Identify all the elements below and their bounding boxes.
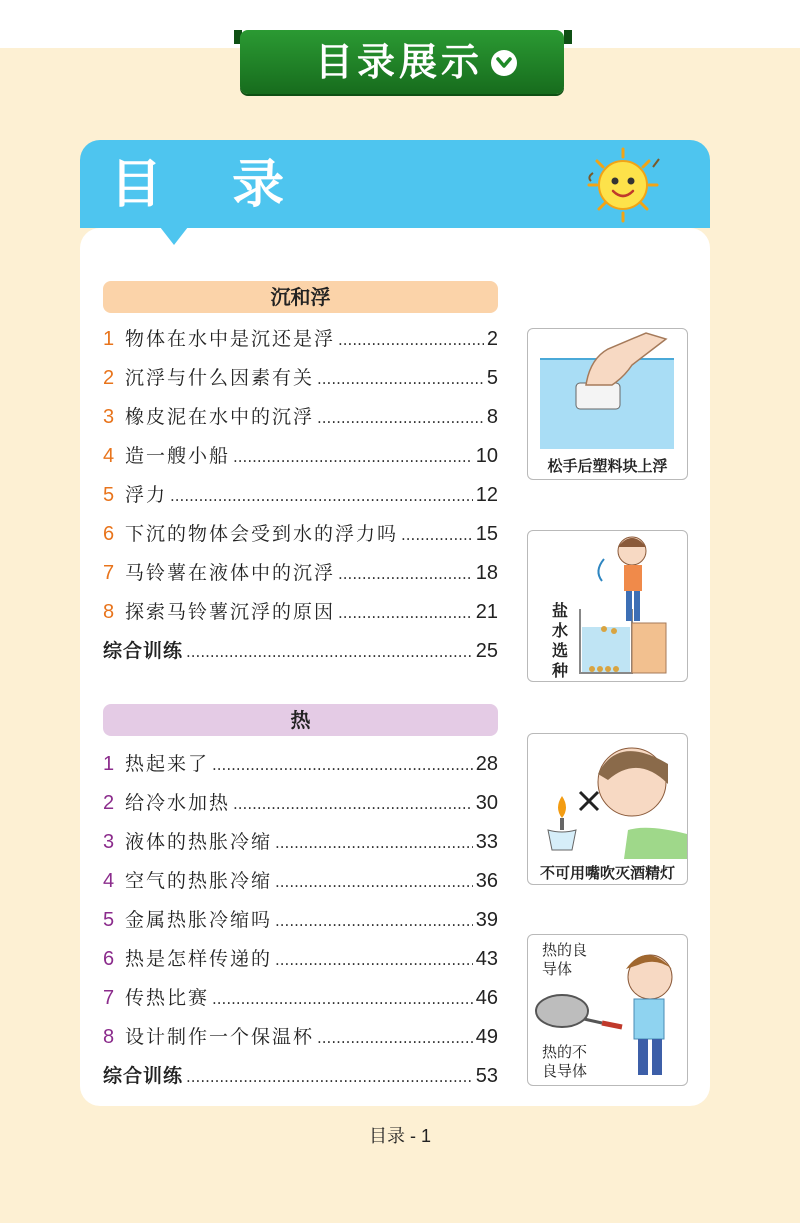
toc-number: 8	[103, 601, 117, 623]
toc-row[interactable]	[103, 402, 498, 432]
toc-title: 液体的热胀冷缩	[125, 831, 273, 853]
toc-leader-dots	[338, 565, 473, 583]
toc-page-number: 18	[475, 562, 498, 584]
toc-leader-dots	[170, 487, 473, 505]
toc-row[interactable]	[103, 1022, 498, 1052]
toc-leader-dots	[338, 604, 473, 622]
float-caption: 松手后塑料块上浮	[547, 457, 668, 475]
poor-conductor-label	[542, 1043, 587, 1081]
salt-water-label	[548, 601, 572, 681]
toc-page-number: 12	[475, 484, 498, 506]
salt-label-2: 水	[551, 621, 568, 640]
toc-title: 设计制作一个保温杯	[125, 1026, 315, 1048]
toc-number: 6	[103, 523, 117, 545]
toc-page-number: 2	[486, 328, 498, 350]
toc-title: 物体在水中是沉还是浮	[125, 328, 336, 350]
poor-conductor-label-1: 热的不	[542, 1043, 588, 1061]
toc-title: 传热比赛	[125, 987, 210, 1009]
toc-row[interactable]	[103, 983, 498, 1013]
toc-leader-dots	[233, 448, 473, 466]
toc-leader-dots	[275, 912, 473, 930]
toc-number: 4	[103, 445, 117, 467]
toc-row[interactable]	[103, 597, 498, 627]
good-conductor-label-1: 热的良	[542, 941, 588, 959]
toc-number: 8	[103, 1026, 117, 1048]
toc-page-number: 43	[475, 948, 498, 970]
toc-title: 目 录	[110, 155, 311, 215]
toc-row[interactable]	[103, 363, 498, 393]
toc-leader-dots	[275, 873, 473, 891]
toc-number: 2	[103, 792, 117, 814]
good-conductor-label	[542, 941, 587, 979]
salt-water-illustration	[527, 530, 688, 682]
toc-row[interactable]	[103, 749, 498, 779]
toc-leader-dots	[317, 1029, 473, 1047]
alcohol-lamp-illustration	[527, 733, 688, 885]
toc-number: 5	[103, 909, 117, 931]
toc-number: 3	[103, 406, 117, 428]
banner-tab-right	[564, 30, 572, 44]
toc-number: 7	[103, 987, 117, 1009]
toc-row[interactable]	[103, 866, 498, 896]
toc-row[interactable]	[103, 324, 498, 354]
chevron-down-icon	[491, 50, 517, 76]
toc-row[interactable]	[103, 519, 498, 549]
toc-number: 7	[103, 562, 117, 584]
toc-leader-dots	[186, 1068, 473, 1086]
toc-number: 1	[103, 753, 117, 775]
toc-leader-dots	[275, 834, 473, 852]
toc-leader-dots	[186, 643, 473, 661]
toc-page-number: 8	[486, 406, 498, 428]
toc-title: 热起来了	[125, 753, 210, 775]
toc-row[interactable]	[103, 944, 498, 974]
banner-title: 目录展示	[314, 40, 483, 84]
toc-leader-dots	[317, 409, 484, 427]
toc-page-number: 5	[486, 367, 498, 389]
toc-title: 橡皮泥在水中的沉浮	[125, 406, 315, 428]
toc-number: 6	[103, 948, 117, 970]
toc-leader-dots	[212, 990, 473, 1008]
float-picture	[528, 329, 687, 449]
toc-row[interactable]	[103, 827, 498, 857]
toc-row[interactable]	[103, 788, 498, 818]
salt-label-1: 盐	[551, 601, 568, 620]
toc-row[interactable]	[103, 480, 498, 510]
toc-page-number: 30	[475, 792, 498, 814]
float-illustration	[527, 328, 688, 480]
toc-page-number: 53	[475, 1065, 498, 1087]
toc-leader-dots	[212, 756, 473, 774]
toc-title: 造一艘小船	[125, 445, 231, 467]
toc-number: 4	[103, 870, 117, 892]
toc-title: 综合训练	[103, 640, 184, 662]
toc-title: 下沉的物体会受到水的浮力吗	[125, 523, 399, 545]
toc-page-number: 39	[475, 909, 498, 931]
good-conductor-label-2: 导体	[542, 960, 573, 978]
header-pointer	[160, 227, 188, 245]
toc-page-number: 21	[475, 601, 498, 623]
toc-number: 1	[103, 328, 117, 350]
toc-page-number: 25	[475, 640, 498, 662]
alcohol-lamp-caption: 不可用嘴吹灭酒精灯	[539, 864, 675, 882]
toc-title: 综合训练	[103, 1065, 184, 1087]
toc-title: 沉浮与什么因素有关	[125, 367, 315, 389]
sun-icon	[583, 145, 673, 225]
pan-illustration	[527, 934, 688, 1086]
toc-number: 2	[103, 367, 117, 389]
toc-page-number: 33	[475, 831, 498, 853]
toc-leader-dots	[275, 951, 473, 969]
page-footer: 目录 - 1	[368, 1126, 431, 1146]
alcohol-lamp-picture	[528, 734, 687, 859]
toc-page-number: 15	[475, 523, 498, 545]
toc-title: 热是怎样传递的	[125, 948, 273, 970]
section-header-heat: 热	[103, 704, 498, 736]
toc-title: 浮力	[125, 484, 168, 506]
toc-leader-dots	[338, 331, 484, 349]
toc-leader-dots	[401, 526, 473, 544]
section-header-sink-float: 沉和浮	[103, 281, 498, 313]
toc-leader-dots	[317, 370, 484, 388]
toc-row-review[interactable]	[103, 636, 498, 666]
toc-page-number: 28	[475, 753, 498, 775]
poor-conductor-label-2: 良导体	[542, 1062, 588, 1080]
salt-label-4: 种	[551, 661, 568, 680]
toc-title: 给冷水加热	[125, 792, 231, 814]
toc-title: 马铃薯在液体中的沉浮	[125, 562, 336, 584]
toc-page-number: 49	[475, 1026, 498, 1048]
toc-leader-dots	[233, 795, 473, 813]
toc-row[interactable]	[103, 558, 498, 588]
toc-row[interactable]	[103, 441, 498, 471]
salt-label-3: 选	[551, 641, 568, 660]
toc-title: 探索马铃薯沉浮的原因	[125, 601, 336, 623]
toc-row-review[interactable]	[103, 1061, 498, 1091]
toc-number: 3	[103, 831, 117, 853]
toc-page-number: 36	[475, 870, 498, 892]
toc-title: 空气的热胀冷缩	[125, 870, 273, 892]
toc-page-number: 46	[475, 987, 498, 1009]
toc-number: 5	[103, 484, 117, 506]
toc-title: 金属热胀冷缩吗	[125, 909, 273, 931]
toc-page-number: 10	[475, 445, 498, 467]
toc-row[interactable]	[103, 905, 498, 935]
